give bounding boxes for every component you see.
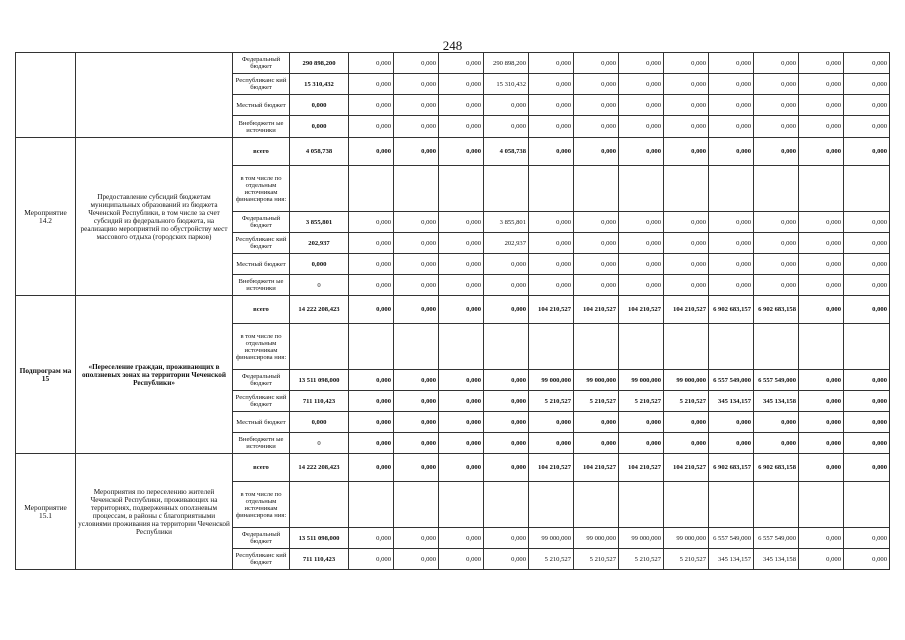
measure-name: Предоставление субсидий бюджетам муниципальных образований из бюджета Чеченской Республики, в том числе за счет субсидий из федерального бюджета, на реализацию мероприятий по обустройству мест массового отдыха (городских парков)	[76, 138, 233, 296]
year-value-cell: 0,000	[844, 212, 890, 233]
funding-source-label: всего	[233, 454, 290, 482]
year-value-cell: 0,000	[394, 95, 439, 116]
year-value-cell: 0,000	[844, 116, 890, 138]
year-value-cell: 0,000	[799, 528, 844, 549]
year-value-cell: 0,000	[664, 53, 709, 74]
year-value-cell: 0,000	[754, 412, 799, 433]
year-value-cell: 104 210,527	[619, 454, 664, 482]
year-value-cell: 104 210,527	[574, 296, 619, 324]
year-value-cell: 0,000	[349, 370, 394, 391]
year-value-cell: 0,000	[529, 412, 574, 433]
funding-source-label: всего	[233, 138, 290, 166]
year-value-cell	[529, 166, 574, 212]
measure-code: Подпрограм ма 15	[16, 296, 76, 454]
year-value-cell: 0,000	[529, 138, 574, 166]
table-row	[16, 454, 890, 482]
table-row	[16, 53, 890, 74]
year-value-cell	[664, 482, 709, 528]
year-value-cell: 0,000	[799, 254, 844, 275]
year-value-cell: 0,000	[844, 454, 890, 482]
total-cell: 14 222 208,423	[290, 296, 349, 324]
year-value-cell: 0,000	[394, 549, 439, 570]
year-value-cell: 0,000	[844, 370, 890, 391]
year-value-cell: 0,000	[844, 433, 890, 454]
total-cell	[290, 482, 349, 528]
year-value-cell: 6 557 549,000	[709, 370, 754, 391]
year-value-cell: 0,000	[529, 53, 574, 74]
funding-source-label: Федеральный бюджет	[233, 528, 290, 549]
year-value-cell: 0,000	[754, 275, 799, 296]
year-value-cell: 0,000	[844, 275, 890, 296]
year-value-cell: 5 210,527	[664, 549, 709, 570]
year-value-cell: 0,000	[349, 391, 394, 412]
year-value-cell: 0,000	[844, 233, 890, 254]
year-value-cell	[484, 166, 529, 212]
year-value-cell: 0,000	[574, 74, 619, 95]
year-value-cell: 0,000	[394, 412, 439, 433]
year-value-cell: 0,000	[799, 138, 844, 166]
year-value-cell: 6 902 683,158	[754, 296, 799, 324]
year-value-cell: 345 134,158	[754, 391, 799, 412]
year-value-cell: 0,000	[529, 233, 574, 254]
year-value-cell	[709, 324, 754, 370]
year-value-cell: 0,000	[439, 528, 484, 549]
year-value-cell: 5 210,527	[574, 391, 619, 412]
year-value-cell: 0,000	[574, 412, 619, 433]
year-value-cell: 5 210,527	[619, 549, 664, 570]
year-value-cell: 0,000	[529, 275, 574, 296]
year-value-cell: 0,000	[574, 138, 619, 166]
year-value-cell: 0,000	[394, 138, 439, 166]
year-value-cell	[439, 166, 484, 212]
year-value-cell: 0,000	[709, 233, 754, 254]
year-value-cell: 6 557 549,000	[754, 370, 799, 391]
year-value-cell: 0,000	[619, 412, 664, 433]
year-value-cell: 0,000	[574, 254, 619, 275]
year-value-cell: 0,000	[484, 549, 529, 570]
year-value-cell: 104 210,527	[664, 296, 709, 324]
year-value-cell	[619, 324, 664, 370]
year-value-cell: 0,000	[799, 233, 844, 254]
year-value-cell: 0,000	[484, 275, 529, 296]
budget-table-body	[16, 53, 890, 570]
funding-source-label: Республиканс кий бюджет	[233, 549, 290, 570]
measure-name	[76, 53, 233, 138]
year-value-cell: 0,000	[394, 254, 439, 275]
year-value-cell: 0,000	[439, 138, 484, 166]
funding-source-label: Внебюджетн ые источники	[233, 116, 290, 138]
year-value-cell: 0,000	[619, 254, 664, 275]
year-value-cell: 0,000	[439, 116, 484, 138]
year-value-cell: 0,000	[664, 412, 709, 433]
year-value-cell: 0,000	[529, 74, 574, 95]
year-value-cell: 0,000	[349, 233, 394, 254]
table-row	[16, 296, 890, 324]
year-value-cell: 0,000	[349, 95, 394, 116]
year-value-cell	[484, 482, 529, 528]
total-cell: 0,000	[290, 412, 349, 433]
year-value-cell: 0,000	[709, 95, 754, 116]
year-value-cell	[484, 324, 529, 370]
measure-code: Мероприятие 14.2	[16, 138, 76, 296]
year-value-cell: 5 210,527	[574, 549, 619, 570]
year-value-cell: 0,000	[619, 138, 664, 166]
year-value-cell: 0,000	[529, 95, 574, 116]
year-value-cell: 0,000	[844, 391, 890, 412]
year-value-cell: 290 898,200	[484, 53, 529, 74]
measure-name: «Переселение граждан, проживающих в оползневых зонах на территории Чеченской Республики»	[76, 296, 233, 454]
year-value-cell	[844, 166, 890, 212]
year-value-cell: 0,000	[439, 370, 484, 391]
year-value-cell: 0,000	[349, 53, 394, 74]
year-value-cell: 0,000	[619, 275, 664, 296]
year-value-cell: 0,000	[439, 212, 484, 233]
year-value-cell: 0,000	[349, 433, 394, 454]
year-value-cell: 6 557 549,000	[754, 528, 799, 549]
year-value-cell: 0,000	[439, 233, 484, 254]
year-value-cell: 0,000	[394, 275, 439, 296]
year-value-cell: 6 902 683,157	[709, 454, 754, 482]
year-value-cell: 0,000	[754, 233, 799, 254]
year-value-cell	[574, 482, 619, 528]
year-value-cell: 0,000	[619, 233, 664, 254]
year-value-cell: 0,000	[394, 233, 439, 254]
year-value-cell: 0,000	[844, 53, 890, 74]
year-value-cell: 345 134,157	[709, 391, 754, 412]
page-number: 248	[442, 38, 463, 53]
year-value-cell: 0,000	[394, 454, 439, 482]
year-value-cell: 99 000,000	[574, 370, 619, 391]
year-value-cell: 0,000	[799, 433, 844, 454]
year-value-cell: 0,000	[664, 254, 709, 275]
year-value-cell: 0,000	[529, 254, 574, 275]
year-value-cell: 0,000	[709, 433, 754, 454]
year-value-cell	[574, 324, 619, 370]
funding-source-label: Внебюджетн ые источники	[233, 275, 290, 296]
year-value-cell	[664, 166, 709, 212]
year-value-cell: 0,000	[664, 116, 709, 138]
year-value-cell: 0,000	[709, 275, 754, 296]
year-value-cell	[754, 166, 799, 212]
funding-source-label: Республиканс кий бюджет	[233, 233, 290, 254]
funding-source-label: Федеральный бюджет	[233, 370, 290, 391]
year-value-cell: 99 000,000	[664, 528, 709, 549]
year-value-cell: 0,000	[844, 254, 890, 275]
year-value-cell: 5 210,527	[664, 391, 709, 412]
year-value-cell	[799, 166, 844, 212]
year-value-cell: 0,000	[349, 454, 394, 482]
year-value-cell: 0,000	[439, 549, 484, 570]
year-value-cell	[619, 482, 664, 528]
year-value-cell	[529, 324, 574, 370]
funding-source-label: Республиканс кий бюджет	[233, 74, 290, 95]
total-cell: 15 310,432	[290, 74, 349, 95]
year-value-cell: 0,000	[349, 212, 394, 233]
year-value-cell: 0,000	[664, 74, 709, 95]
year-value-cell	[574, 166, 619, 212]
total-cell: 14 222 208,423	[290, 454, 349, 482]
year-value-cell: 0,000	[754, 116, 799, 138]
year-value-cell: 0,000	[439, 296, 484, 324]
year-value-cell: 0,000	[619, 116, 664, 138]
year-value-cell: 0,000	[799, 412, 844, 433]
year-value-cell: 0,000	[664, 138, 709, 166]
year-value-cell: 0,000	[484, 391, 529, 412]
measure-code: Мероприятие 15.1	[16, 454, 76, 570]
year-value-cell	[529, 482, 574, 528]
total-cell: 290 898,200	[290, 53, 349, 74]
total-cell: 0,000	[290, 116, 349, 138]
year-value-cell: 0,000	[439, 275, 484, 296]
year-value-cell: 0,000	[799, 454, 844, 482]
year-value-cell	[349, 482, 394, 528]
year-value-cell: 0,000	[349, 116, 394, 138]
year-value-cell	[664, 324, 709, 370]
year-value-cell: 99 000,000	[619, 528, 664, 549]
year-value-cell: 0,000	[709, 412, 754, 433]
year-value-cell: 0,000	[619, 95, 664, 116]
year-value-cell: 0,000	[664, 212, 709, 233]
year-value-cell: 0,000	[844, 138, 890, 166]
measure-code	[16, 53, 76, 138]
year-value-cell: 0,000	[394, 74, 439, 95]
year-value-cell: 15 310,432	[484, 74, 529, 95]
year-value-cell: 0,000	[394, 391, 439, 412]
total-cell: 711 110,423	[290, 549, 349, 570]
total-cell: 202,937	[290, 233, 349, 254]
year-value-cell: 0,000	[394, 370, 439, 391]
year-value-cell: 0,000	[439, 74, 484, 95]
funding-source-label: Местный бюджет	[233, 412, 290, 433]
year-value-cell: 0,000	[844, 296, 890, 324]
year-value-cell: 0,000	[484, 528, 529, 549]
year-value-cell: 0,000	[574, 233, 619, 254]
year-value-cell: 0,000	[799, 53, 844, 74]
year-value-cell: 0,000	[484, 433, 529, 454]
funding-source-label: всего	[233, 296, 290, 324]
table-row	[16, 138, 890, 166]
year-value-cell: 0,000	[484, 370, 529, 391]
year-value-cell: 0,000	[394, 528, 439, 549]
year-value-cell: 0,000	[439, 95, 484, 116]
year-value-cell: 345 134,158	[754, 549, 799, 570]
year-value-cell: 0,000	[484, 412, 529, 433]
total-cell	[290, 166, 349, 212]
year-value-cell: 0,000	[799, 74, 844, 95]
year-value-cell: 0,000	[844, 528, 890, 549]
year-value-cell	[349, 166, 394, 212]
year-value-cell: 0,000	[439, 412, 484, 433]
year-value-cell: 0,000	[574, 212, 619, 233]
year-value-cell: 99 000,000	[529, 370, 574, 391]
total-cell: 0	[290, 275, 349, 296]
year-value-cell: 0,000	[754, 212, 799, 233]
year-value-cell	[439, 324, 484, 370]
funding-source-label: Федеральный бюджет	[233, 212, 290, 233]
year-value-cell: 0,000	[574, 53, 619, 74]
year-value-cell: 0,000	[484, 254, 529, 275]
measure-name: Мероприятия по переселению жителей Чеченской Республики, проживающих на территориях, подверженных оползневым процессам, в районы с благоприятными условиями проживания на территории Чеченской Республики	[76, 454, 233, 570]
funding-source-label: в том числе по отдельным источникам финансирова ния:	[233, 482, 290, 528]
year-value-cell: 0,000	[574, 95, 619, 116]
year-value-cell: 99 000,000	[574, 528, 619, 549]
total-cell: 0,000	[290, 95, 349, 116]
total-cell: 13 511 098,000	[290, 370, 349, 391]
year-value-cell: 345 134,157	[709, 549, 754, 570]
year-value-cell: 0,000	[529, 433, 574, 454]
funding-source-label: Республиканс кий бюджет	[233, 391, 290, 412]
year-value-cell: 0,000	[709, 138, 754, 166]
year-value-cell: 0,000	[484, 296, 529, 324]
year-value-cell: 0,000	[529, 212, 574, 233]
year-value-cell: 0,000	[799, 95, 844, 116]
year-value-cell	[799, 324, 844, 370]
year-value-cell: 104 210,527	[529, 296, 574, 324]
year-value-cell	[619, 166, 664, 212]
year-value-cell: 3 855,801	[484, 212, 529, 233]
year-value-cell: 0,000	[709, 116, 754, 138]
year-value-cell: 202,937	[484, 233, 529, 254]
year-value-cell: 0,000	[349, 412, 394, 433]
year-value-cell: 0,000	[349, 254, 394, 275]
year-value-cell: 4 058,738	[484, 138, 529, 166]
year-value-cell: 0,000	[799, 370, 844, 391]
year-value-cell: 0,000	[754, 138, 799, 166]
year-value-cell	[844, 324, 890, 370]
year-value-cell: 104 210,527	[529, 454, 574, 482]
year-value-cell: 0,000	[619, 212, 664, 233]
year-value-cell: 0,000	[394, 296, 439, 324]
total-cell: 3 855,801	[290, 212, 349, 233]
year-value-cell: 0,000	[799, 116, 844, 138]
year-value-cell	[394, 482, 439, 528]
year-value-cell: 0,000	[439, 254, 484, 275]
year-value-cell: 104 210,527	[619, 296, 664, 324]
year-value-cell: 0,000	[529, 116, 574, 138]
year-value-cell	[754, 482, 799, 528]
year-value-cell: 0,000	[799, 391, 844, 412]
year-value-cell: 0,000	[349, 296, 394, 324]
year-value-cell: 0,000	[799, 549, 844, 570]
year-value-cell: 0,000	[484, 116, 529, 138]
total-cell	[290, 324, 349, 370]
year-value-cell: 104 210,527	[574, 454, 619, 482]
year-value-cell: 0,000	[664, 433, 709, 454]
year-value-cell	[754, 324, 799, 370]
year-value-cell: 99 000,000	[619, 370, 664, 391]
year-value-cell: 0,000	[754, 95, 799, 116]
year-value-cell	[439, 482, 484, 528]
year-value-cell: 0,000	[709, 212, 754, 233]
year-value-cell: 0,000	[799, 296, 844, 324]
year-value-cell: 6 557 549,000	[709, 528, 754, 549]
year-value-cell: 5 210,527	[529, 391, 574, 412]
year-value-cell: 0,000	[754, 254, 799, 275]
year-value-cell: 0,000	[844, 74, 890, 95]
year-value-cell: 0,000	[439, 454, 484, 482]
year-value-cell: 0,000	[349, 74, 394, 95]
year-value-cell: 0,000	[754, 74, 799, 95]
total-cell: 13 511 098,000	[290, 528, 349, 549]
funding-source-label: в том числе по отдельным источникам финансирова ния:	[233, 166, 290, 212]
year-value-cell: 0,000	[799, 212, 844, 233]
year-value-cell: 0,000	[394, 53, 439, 74]
year-value-cell: 0,000	[349, 528, 394, 549]
year-value-cell	[844, 482, 890, 528]
total-cell: 4 058,738	[290, 138, 349, 166]
year-value-cell: 0,000	[754, 53, 799, 74]
year-value-cell: 6 902 683,158	[754, 454, 799, 482]
year-value-cell: 0,000	[484, 454, 529, 482]
year-value-cell: 0,000	[439, 53, 484, 74]
year-value-cell: 0,000	[484, 95, 529, 116]
year-value-cell: 5 210,527	[529, 549, 574, 570]
total-cell: 0,000	[290, 254, 349, 275]
funding-source-label: Местный бюджет	[233, 254, 290, 275]
year-value-cell: 5 210,527	[619, 391, 664, 412]
year-value-cell	[799, 482, 844, 528]
year-value-cell: 0,000	[709, 53, 754, 74]
year-value-cell: 0,000	[844, 95, 890, 116]
year-value-cell: 0,000	[574, 116, 619, 138]
year-value-cell: 0,000	[619, 53, 664, 74]
year-value-cell: 0,000	[799, 275, 844, 296]
year-value-cell: 0,000	[664, 233, 709, 254]
year-value-cell: 0,000	[394, 212, 439, 233]
year-value-cell: 0,000	[844, 412, 890, 433]
year-value-cell: 0,000	[709, 254, 754, 275]
total-cell: 0	[290, 433, 349, 454]
year-value-cell: 99 000,000	[664, 370, 709, 391]
year-value-cell: 0,000	[664, 95, 709, 116]
year-value-cell: 0,000	[619, 74, 664, 95]
funding-source-label: Внебюджетн ые источники	[233, 433, 290, 454]
year-value-cell: 0,000	[349, 549, 394, 570]
year-value-cell: 0,000	[664, 275, 709, 296]
year-value-cell: 0,000	[394, 116, 439, 138]
year-value-cell: 6 902 683,157	[709, 296, 754, 324]
year-value-cell: 0,000	[349, 275, 394, 296]
year-value-cell: 0,000	[574, 433, 619, 454]
year-value-cell: 0,000	[349, 138, 394, 166]
funding-source-label: в том числе по отдельным источникам финансирова ния:	[233, 324, 290, 370]
year-value-cell: 104 210,527	[664, 454, 709, 482]
year-value-cell	[394, 324, 439, 370]
year-value-cell: 0,000	[574, 275, 619, 296]
year-value-cell: 0,000	[619, 433, 664, 454]
year-value-cell: 0,000	[844, 549, 890, 570]
funding-source-label: Местный бюджет	[233, 95, 290, 116]
year-value-cell: 99 000,000	[529, 528, 574, 549]
year-value-cell: 0,000	[394, 433, 439, 454]
year-value-cell	[349, 324, 394, 370]
year-value-cell: 0,000	[439, 433, 484, 454]
year-value-cell: 0,000	[709, 74, 754, 95]
funding-source-label: Федеральный бюджет	[233, 53, 290, 74]
year-value-cell	[709, 482, 754, 528]
year-value-cell	[709, 166, 754, 212]
year-value-cell: 0,000	[439, 391, 484, 412]
year-value-cell	[394, 166, 439, 212]
budget-table	[15, 52, 890, 570]
year-value-cell: 0,000	[754, 433, 799, 454]
total-cell: 711 110,423	[290, 391, 349, 412]
